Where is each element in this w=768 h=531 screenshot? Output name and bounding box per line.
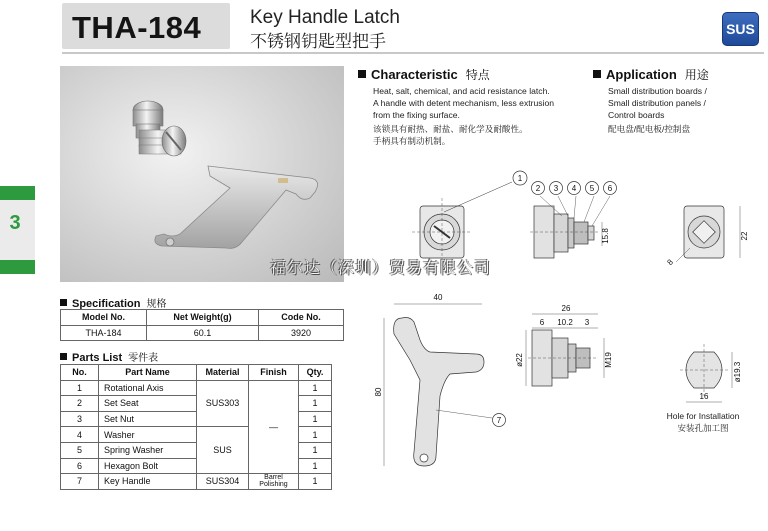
dim-16: 16 — [699, 392, 709, 401]
table-row: 4 Washer SUS 1 — [61, 427, 332, 443]
key-handle-view — [384, 304, 492, 466]
model-number: THA-184 — [72, 10, 202, 45]
front-view — [412, 182, 512, 266]
side-view — [530, 196, 610, 258]
callout-5: 5 — [589, 184, 595, 193]
table-row: 7 Key Handle SUS304 Barrel Polishing 1 — [61, 474, 332, 490]
dim-80: 80 — [374, 387, 383, 397]
callout-1: 1 — [517, 174, 523, 183]
material-cell: SUS304 — [197, 474, 249, 490]
parts-list-table — [60, 364, 332, 490]
dim-6: 6 — [539, 318, 545, 327]
dim-22: 22 — [740, 231, 749, 241]
table-row: 2 Set Seat 1 — [61, 396, 332, 412]
characteristic-text: Heat, salt, chemical, and acid resistance latch. A handle with detent mechanism, less extrusion from the fixing surface. 该锁具有耐热、耐盐、耐化学及耐酸性。 手柄具有制动机制。 — [373, 86, 555, 146]
specification-heading: Specification 规格 — [60, 295, 166, 310]
product-title-en: Key Handle Latch — [250, 7, 400, 28]
dim-3: 3 — [584, 318, 590, 327]
table-header-row: No. Part Name Material Finish Qty. — [61, 365, 332, 381]
callout-7: 7 — [496, 416, 502, 425]
dim-40: 40 — [433, 293, 443, 302]
bullet-square-icon — [60, 353, 67, 360]
dim-m19: M19 — [604, 352, 613, 368]
application-text: Small distribution boards / Small distribution panels / Control boards 配电盘/配电板/控制盘 — [608, 86, 707, 134]
table-row: 5 Spring Washer 1 — [61, 442, 332, 458]
callout-4: 4 — [571, 184, 577, 193]
dim-8: 8 — [665, 257, 675, 267]
dim-phi22: ø22 — [515, 353, 524, 367]
table-header-row: Model No. Net Weight(g) Code No. — [61, 310, 344, 326]
company-watermark: 福尔达（深圳）贸易有限公司 — [270, 260, 492, 277]
material-cell: SUS — [197, 427, 249, 474]
table-row: THA-184 60.1 3920 — [61, 325, 344, 341]
material-badge: SUS — [722, 12, 759, 46]
callout-6: 6 — [607, 184, 613, 193]
table-row: 6 Hexagon Bolt 1 — [61, 458, 332, 474]
dim-10-2: 10.2 — [557, 318, 573, 327]
table-row: 3 Set Nut 1 — [61, 411, 332, 427]
back-view — [676, 206, 740, 262]
callout-3: 3 — [553, 184, 559, 193]
specification-table — [60, 309, 344, 341]
material-cell: SUS303 — [197, 380, 249, 427]
hole-for-installation-label: Hole for Installation 安装孔加工图 — [666, 411, 740, 433]
characteristic-heading: Characteristic 特点 — [358, 66, 490, 83]
finish-cell: Barrel Polishing — [249, 474, 299, 490]
application-heading: Application 用途 — [593, 66, 709, 83]
dim-phi19-3: ø19.3 — [733, 361, 742, 383]
callout-2: 2 — [535, 184, 541, 193]
chapter-number: 3 — [9, 212, 21, 234]
product-title-cn: 不锈钢钥匙型把手 — [250, 32, 386, 51]
parts-list-heading: Parts List 零件表 — [60, 349, 158, 364]
dim-15-8: 15.8 — [601, 228, 610, 244]
finish-cell: — — [249, 380, 299, 474]
dim-26: 26 — [561, 304, 571, 313]
table-row: 1 Rotational Axis SUS303 — 1 — [61, 380, 332, 396]
bullet-square-icon — [60, 299, 67, 306]
